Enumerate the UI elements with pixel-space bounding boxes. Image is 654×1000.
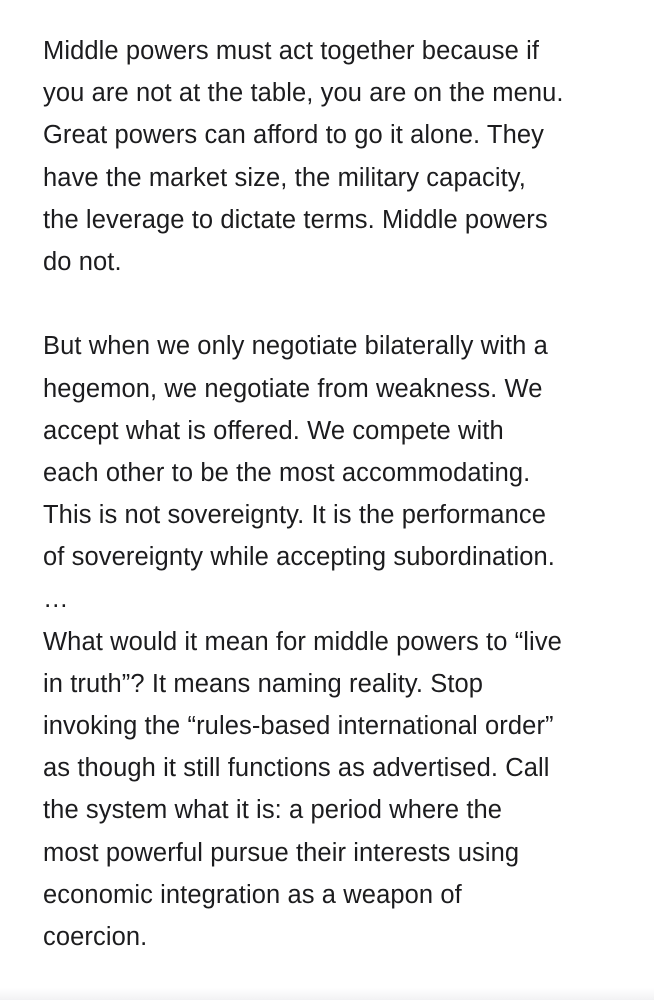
text-line: as though it still functions as advertised. Call	[43, 754, 550, 783]
text-line: accept what is offered. We compete with	[43, 416, 504, 445]
text-line: in truth”? It means naming reality. Stop	[43, 669, 484, 698]
text-line: What would it mean for middle powers to “live	[43, 627, 562, 656]
text-line: have the market size, the military capacity,	[43, 163, 526, 192]
text-line: Middle powers must act together because if	[43, 37, 540, 65]
text-line: each other to be the most accommodating.	[43, 458, 531, 487]
ellipsis-line: …	[43, 585, 69, 614]
text-line: the system what it is: a period where the	[43, 796, 503, 825]
paragraph-2	[43, 325, 643, 958]
text-line: of sovereignty while accepting subordination.	[43, 543, 555, 572]
paragraph-gap	[43, 283, 643, 325]
text-line: do not.	[43, 247, 122, 276]
bottom-edge-shadow	[0, 988, 654, 1000]
text-line: economic integration as a weapon of	[43, 880, 462, 909]
text-line: the leverage to dictate terms. Middle powers	[43, 205, 548, 234]
text-line: But when we only negotiate bilaterally with a	[43, 332, 548, 361]
text-line: This is not sovereignty. It is the performance	[43, 501, 547, 530]
paragraph-1	[43, 30, 643, 283]
text-line: hegemon, we negotiate from weakness. We	[43, 374, 543, 403]
text-line: invoking the “rules-based international order”	[43, 712, 554, 740]
text-line: Great powers can afford to go it alone. They	[43, 121, 545, 150]
body-text	[43, 30, 643, 958]
text-line: coercion.	[43, 922, 148, 951]
text-line: most powerful pursue their interests using	[43, 838, 520, 867]
text-line: you are not at the table, you are on the menu.	[43, 79, 564, 108]
